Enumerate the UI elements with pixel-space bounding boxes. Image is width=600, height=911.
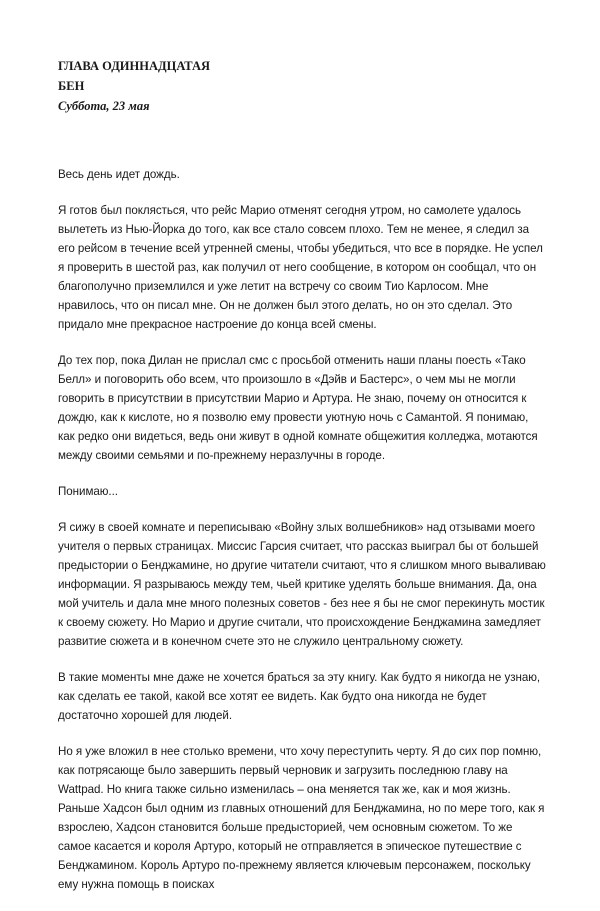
chapter-date: Суббота, 23 мая <box>58 99 150 113</box>
paragraph: Я сижу в своей комнате и переписываю «Войну злых волшебников» над отзывами моего учителя о первых страницах. Миссис Гарсия считает, что рассказ выиграл бы от большей предыстории о Бенджамине, но другие читатели считают, что я слишком много вываливаю информации. Я разрываюсь между тем, чьей критике уделять больше внимания. Да, она мой учитель и дала мне много полезных советов - без нее я бы не смог перекинуть мостик к своему сюжету. Но Марио и другие считали, что происхождение Бенджамина замедляет развитие сюжета и в конечном счете это не служило центральному сюжету. <box>58 521 546 648</box>
chapter-title: ГЛАВА ОДИННАДЦАТАЯ <box>58 59 211 73</box>
chapter-header <box>58 56 548 116</box>
document-page <box>58 56 548 911</box>
paragraph: Но я уже вложил в нее столько времени, что хочу переступить черту. Я до сих пор помню, как потрясающе было завершить первый черновик и загрузить последнюю главу на Wattpad. Но книга также сильно изменилась – она меняется так же, как и моя жизнь. Раньше Хадсон был одним из главных отношений для Бенджамина, но по мере того, как я взрослею, Хадсон становится больше предысторией, чем основным сюжетом. То же самое касается и короля Артуро, который не отправляется в эпическое путешествие с Бенджамином. Король Артуро по-прежнему является ключевым персонажем, поскольку ему нужна помощь в поисках <box>58 745 545 891</box>
paragraph: В такие моменты мне даже не хочется браться за эту книгу. Как будто я никогда не узнаю, как сделать ее такой, какой все хотят ее видеть. Как будто она никогда не будет достаточно хорошей для людей. <box>58 671 541 722</box>
paragraph: Понимаю... <box>58 485 118 498</box>
paragraph: Весь день идет дождь. <box>58 168 180 181</box>
chapter-narrator: БЕН <box>58 79 85 93</box>
paragraph: Я готов был поклясться, что рейс Марио отменят сегодня утром, но самолете удалось вылететь из Нью-Йорка до того, как все стало совсем плохо. Тем не менее, я следил за его рейсом в течение всей утренней смены, чтобы убедиться, что все в порядке. Не успел я проверить в шестой раз, как получил от него сообщение, в котором он сообщал, что он благополучно приземлился и уже летит на встречу со своим Тио Карлосом. Мне нравилось, что он писал мне. Он не должен был этого делать, но он это сделал. Это придало мне прекрасное настроение до конца всей смены. <box>58 204 543 331</box>
chapter-body <box>58 165 548 894</box>
paragraph: До тех пор, пока Дилан не прислал смс с просьбой отменить наши планы поесть «Тако Белл» и поговорить обо всем, что произошло в «Дэйв и Бастерс», о чем мы не могли говорить в присутствии в присутствии Марио и Артура. Не знаю, почему он относится к дождю, как к кислоте, но я позволю ему провести уютную ночь с Самантой. Я понимаю, как редко они видеться, ведь они живут в одной комнате общежития колледжа, мотаются между своими семьями и по-прежнему неразлучны в городе. <box>58 354 538 462</box>
